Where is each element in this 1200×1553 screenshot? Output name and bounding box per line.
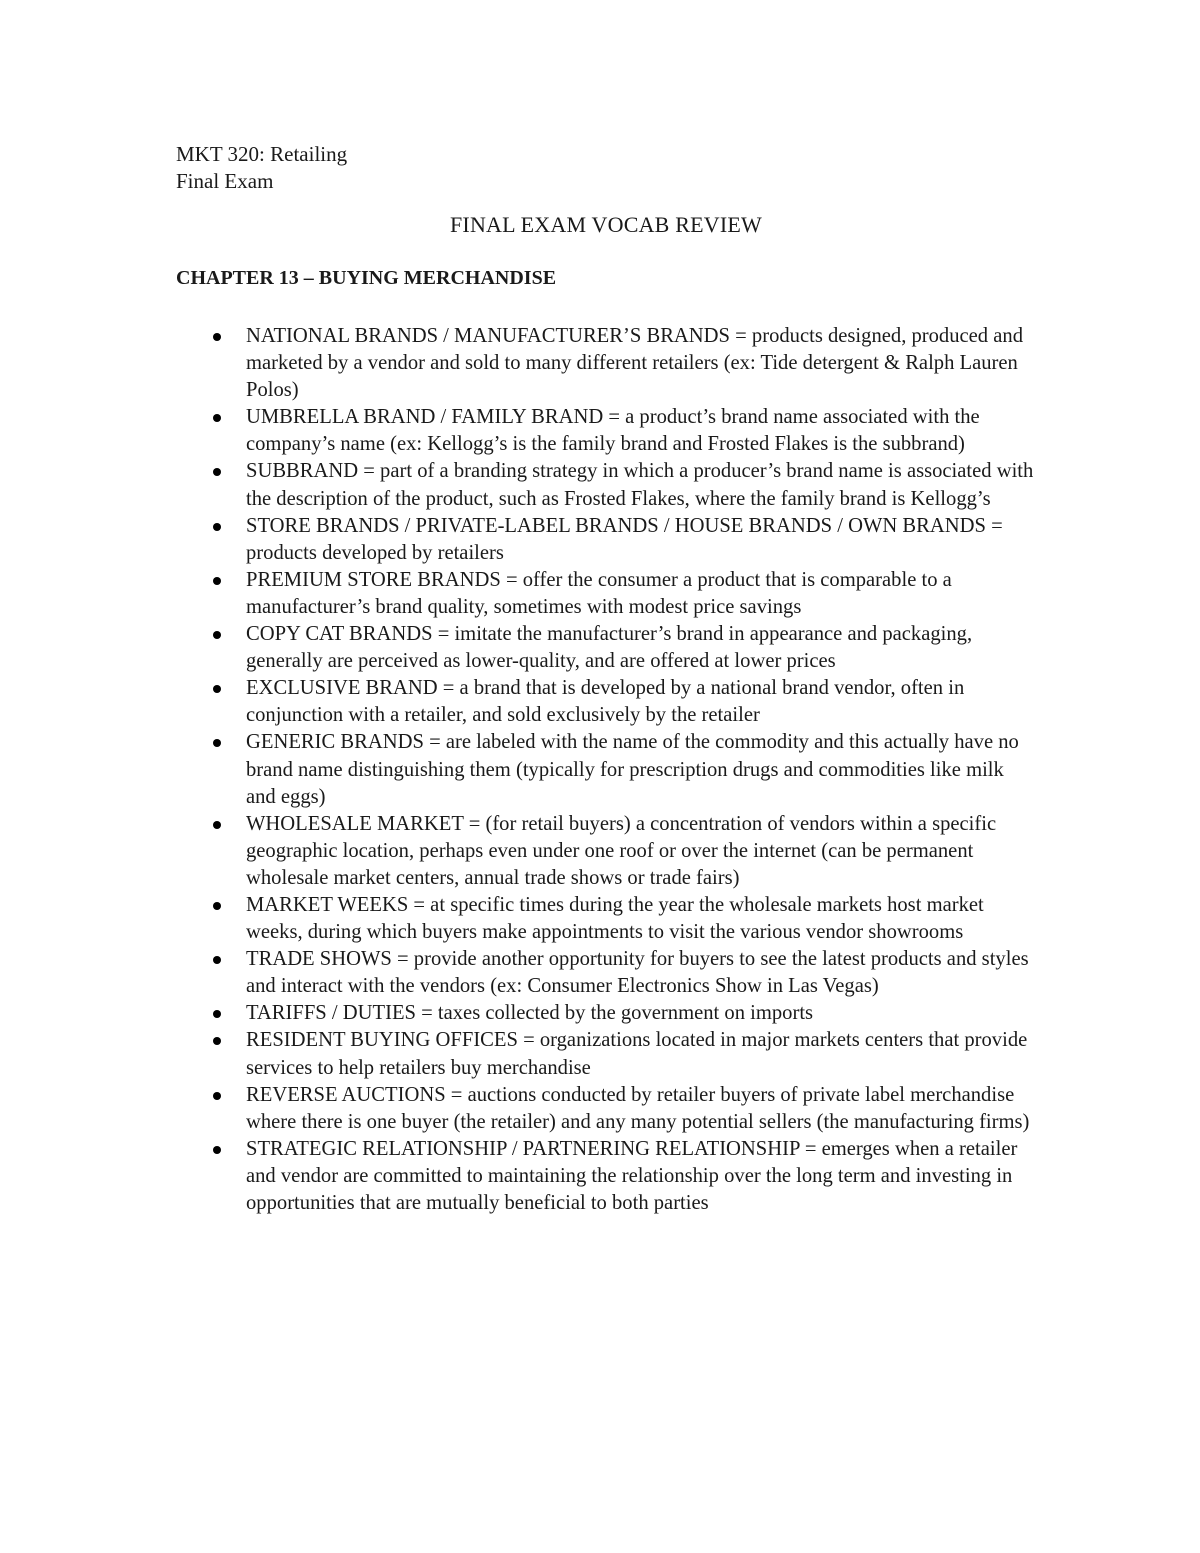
vocab-item <box>176 1082 1036 1136</box>
vocab-text: REVERSE AUCTIONS = auctions conducted by retailer buyers of private label merchandise where there is one buyer (the retailer) and any many potential sellers (the manufacturing firms) <box>246 1083 1030 1133</box>
vocab-text: TRADE SHOWS = provide another opportunity for buyers to see the latest products and styles and interact with the vendors (ex: Consumer Electronics Show in Las Vegas) <box>246 948 1029 998</box>
vocab-item <box>176 1027 1036 1081</box>
course-name: MKT 320: Retailing <box>176 142 348 166</box>
vocab-item <box>176 892 1036 946</box>
bullet-icon <box>213 631 221 639</box>
vocab-item <box>176 675 1036 729</box>
bullet-icon <box>213 468 221 476</box>
vocab-text: UMBRELLA BRAND / FAMILY BRAND = a product’s brand name associated with the company’s name (ex: Kellogg’s is the family brand and Frosted Flakes is the subbrand) <box>246 406 980 456</box>
document-page <box>176 141 1036 1217</box>
vocab-item <box>176 323 1036 404</box>
bullet-icon <box>213 414 221 422</box>
bullet-icon <box>213 1037 221 1045</box>
vocab-text: STRATEGIC RELATIONSHIP / PARTNERING RELATIONSHIP = emerges when a retailer and vendor are committed to maintaining the relationship over the long term and investing in opportunities that are mutually beneficial to both parties <box>246 1137 1018 1214</box>
vocab-text: MARKET WEEKS = at specific times during the year the wholesale markets host market weeks, during which buyers make appointments to visit the various vendor showrooms <box>246 893 984 944</box>
vocab-text: RESIDENT BUYING OFFICES = organizations located in major markets centers that provide services to help retailers buy merchandise <box>246 1029 1028 1079</box>
vocab-text: COPY CAT BRANDS = imitate the manufacturer’s brand in appearance and packaging, generally are perceived as lower-quality, and are offered at lower prices <box>246 623 973 673</box>
vocab-text: TARIFFS / DUTIES = taxes collected by the government on imports <box>246 1002 814 1025</box>
vocab-text: PREMIUM STORE BRANDS = offer the consumer a product that is comparable to a manufacturer’s brand quality, sometimes with modest price savings <box>246 568 952 618</box>
bullet-icon <box>213 685 221 693</box>
vocab-item <box>176 513 1036 567</box>
vocab-text: NATIONAL BRANDS / MANUFACTURER’S BRANDS = products designed, produced and marketed by a vendor and sold to many different retailers (ex: Tide detergent & Ralph Lauren Polos) <box>246 325 1023 402</box>
vocab-item <box>176 1000 1036 1027</box>
bullet-icon <box>213 523 221 531</box>
vocab-text: WHOLESALE MARKET = (for retail buyers) a concentration of vendors within a specific geographic location, perhaps even under one roof or over the internet (can be permanent wholesale market centers, annual trade shows or trade fairs) <box>246 812 997 889</box>
bullet-icon <box>213 739 221 747</box>
vocab-item <box>176 729 1036 810</box>
exam-name: Final Exam <box>176 169 274 193</box>
vocab-item <box>176 458 1036 512</box>
vocab-item <box>176 404 1036 458</box>
bullet-icon <box>213 1146 221 1154</box>
bullet-icon <box>213 956 221 964</box>
bullet-icon <box>213 577 221 585</box>
bullet-icon <box>213 1092 221 1100</box>
vocab-list <box>176 323 1036 1217</box>
vocab-text: EXCLUSIVE BRAND = a brand that is developed by a national brand vendor, often in conjunction with a retailer, and sold exclusively by the retailer <box>246 677 965 727</box>
bullet-icon <box>213 902 221 910</box>
vocab-text: SUBBRAND = part of a branding strategy in which a producer’s brand name is associated with the description of the product, such as Frosted Flakes, where the family brand is Kellogg’s <box>246 460 1034 510</box>
vocab-item <box>176 811 1036 892</box>
vocab-text: GENERIC BRANDS = are labeled with the name of the commodity and this actually have no brand name distinguishing them (typically for prescription drugs and commodities like milk and eggs) <box>246 731 1019 808</box>
vocab-item <box>176 946 1036 1000</box>
vocab-item <box>176 1136 1036 1217</box>
bullet-icon <box>213 1010 221 1018</box>
document-title: FINAL EXAM VOCAB REVIEW <box>450 212 762 237</box>
bullet-icon <box>213 821 221 829</box>
vocab-item <box>176 621 1036 675</box>
bullet-icon <box>213 333 221 341</box>
vocab-item <box>176 567 1036 621</box>
vocab-text: STORE BRANDS / PRIVATE-LABEL BRANDS / HOUSE BRANDS / OWN BRANDS = products developed by retailers <box>246 514 1003 564</box>
chapter-heading: CHAPTER 13 – BUYING MERCHANDISE <box>176 267 557 289</box>
